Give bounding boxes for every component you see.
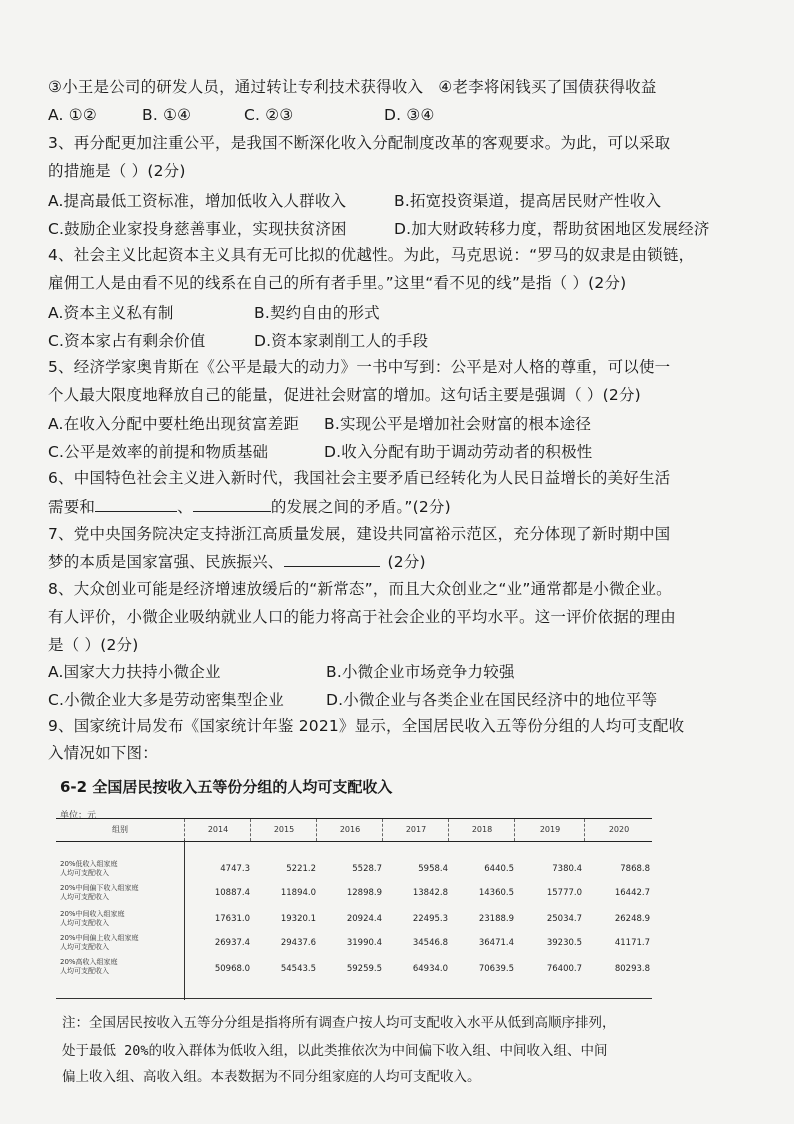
row-label: 20%高收入组家庭 人均可支配收入 [60,958,118,975]
header-year: 2018 [448,819,515,841]
row-label: 20%中间收入组家庭 人均可支配收入 [60,910,125,927]
table-vertical-rule [184,840,185,1000]
q4-stem-line1: 4、社会主义比起资本主义具有无可比拟的优越性。为此，马克思说：“罗马的奴隶是由锁链， [48,246,695,264]
table-cell: 59259.5 [346,964,382,974]
table-cell: 29437.6 [280,938,316,948]
table-cell: 26937.4 [214,938,250,948]
q8-option-a: A.国家大力扶持小微企业 [48,663,221,681]
q2-option-b: B. ①④ [142,106,192,124]
table-cell: 13842.8 [412,888,448,898]
table-bottom-rule [56,998,652,999]
q8-option-b: B.小微企业市场竞争力较强 [326,663,515,681]
q2-options [48,104,764,126]
table-cell: 36471.4 [478,938,514,948]
table-cell: 76400.7 [546,964,582,974]
table-cell: 17631.0 [214,914,250,924]
q3-option-c: C.鼓励企业家投身慈善事业，实现扶贫济困 [48,220,347,238]
header-year: 2014 [184,819,251,841]
q7-text-b: (2分) [387,553,426,571]
header-corner: 组别 [112,825,128,834]
q2-item-3: ③小王是公司的研发人员，通过转让专利技术获得收入 [48,78,424,96]
q3-options-row1 [48,190,764,212]
header-year: 2019 [514,819,585,841]
q4-options-row2 [48,330,764,352]
q5-options-row2 [48,441,764,463]
table-cell: 34546.8 [412,938,448,948]
q8-options-row2 [48,689,764,711]
table-cell: 80293.8 [614,964,650,974]
header-year: 2016 [316,819,383,841]
note-line3: 偏上收入组、高收入组。本表数据为不同分组家庭的人均可支配收入。 [62,1069,481,1085]
table-cell: 23188.9 [478,914,514,924]
table-cell: 6440.5 [484,864,514,874]
row-label: 20%低收入组家庭 人均可支配收入 [60,860,118,877]
table-cell: 11894.0 [280,888,316,898]
table-cell: 26248.9 [614,914,650,924]
note-line2: 处于最低 20%的收入群体为低收入组，以此类推依次为中间偏下收入组、中间收入组、中间 [62,1043,608,1059]
header-year: 2015 [250,819,317,841]
q7-blank[interactable] [284,550,380,567]
q6-text-a: 需要和 [48,498,96,516]
row-label: 20%中间偏下收入组家庭 人均可支配收入 [60,884,139,901]
q2-option-d: D. ③④ [384,106,435,124]
q8-options-row1 [48,661,764,683]
table-cell: 5958.4 [418,864,448,874]
table-cell: 25034.7 [546,914,582,924]
q5-options-row1 [48,413,764,435]
q8-stem-line2: 有人评价，小微企业吸纳就业人口的能力将高于社会企业的平均水平。这一评价依据的理由 [48,608,677,626]
q6-blank-1[interactable] [95,495,177,512]
table-cell: 39230.5 [546,938,582,948]
q2-option-c: C. ②③ [244,106,294,124]
q3-stem-line2: 的措施是（ ）(2分) [48,162,186,180]
q7-stem-line1: 7、党中央国务院决定支持浙江高质量发展，建设共同富裕示范区，充分体现了新时期中国 [48,525,671,543]
table-cell: 7380.4 [552,864,582,874]
q4-option-d: D.资本家剥削工人的手段 [254,332,429,350]
row-label: 20%中间偏上收入组家庭 人均可支配收入 [60,934,139,951]
table-cell: 5528.7 [352,864,382,874]
q2-option-a: A. ①② [48,106,97,124]
q7-text-a: 梦的本质是国家富强、民族振兴、 [48,553,284,571]
note-line1: 注：全国居民按收入五等分分组是指将所有调查户按人均可支配收入水平从低到高顺序排列， [62,1015,616,1031]
table-cell: 14360.5 [478,888,514,898]
q5-option-b: B.实现公平是增加社会财富的根本途径 [324,415,592,433]
q5-stem-line2: 个人最大限度地释放自己的能量，促进社会财富的增加。这句话主要是强调（ ）(2分) [48,386,641,404]
table-cell: 41171.7 [614,938,650,948]
q5-stem-line1: 5、经济学家奥肯斯在《公平是最大的动力》一书中写到：公平是对人格的尊重，可以使一 [48,358,671,376]
table-cell: 12898.9 [346,888,382,898]
table-cell: 16442.7 [614,888,650,898]
table-cell: 22495.3 [412,914,448,924]
table-cell: 31990.4 [346,938,382,948]
q5-option-c: C.公平是效率的前提和物质基础 [48,443,269,461]
q7-stem-line2 [48,550,764,573]
q5-option-d: D.收入分配有助于调动劳动者的积极性 [324,443,593,461]
q4-stem-line2: 雇佣工人是由看不见的线系在自己的所有者手里。”这里“看不见的线”是指（ ）(2分) [48,274,627,292]
table-cell: 19320.1 [280,914,316,924]
q2-item-4: ④老李将闲钱买了国债获得收益 [438,78,657,96]
table-cell: 54543.5 [280,964,316,974]
income-table [56,818,652,998]
q6-text-c: 的发展之间的矛盾。”(2分) [270,498,451,516]
table-cell: 70639.5 [478,964,514,974]
table-cell: 7868.8 [620,864,650,874]
q3-option-a: A.提高最低工资标准，增加低收入人群收入 [48,192,347,210]
table-cell: 4747.3 [220,864,250,874]
q6-text-b: 、 [177,498,193,516]
q9-stem-line1: 9、国家统计局发布《国家统计年鉴 2021》显示，全国居民收入五等份分组的人均可支配收 [48,717,685,735]
q8-stem-line3: 是（ ）(2分) [48,636,139,654]
table-cell: 64934.0 [412,964,448,974]
q3-stem-line1: 3、再分配更加注重公平，是我国不断深化收入分配制度改革的客观要求。为此，可以采取 [48,134,671,152]
header-year: 2017 [382,819,449,841]
q2-items [48,76,764,98]
table-cell: 15777.0 [546,888,582,898]
q4-options-row1 [48,302,764,324]
q9-stem-line2: 入情况如下图： [48,744,158,762]
header-year: 2020 [584,819,653,841]
q4-option-b: B.契约自由的形式 [254,304,380,322]
q3-option-b: B.拓宽投资渠道，提高居民财产性收入 [394,192,662,210]
q3-option-d: D.加大财政转移力度，帮助贫困地区发展经济 [394,220,710,238]
q6-stem-line1: 6、中国特色社会主义进入新时代，我国社会主要矛盾已经转化为人民日益增长的美好生活 [48,469,671,487]
table-cell: 50968.0 [214,964,250,974]
q8-option-c: C.小微企业大多是劳动密集型企业 [48,691,284,709]
q8-option-d: D.小微企业与各类企业在国民经济中的地位平等 [326,691,658,709]
table-cell: 5221.2 [286,864,316,874]
q4-option-c: C.资本家占有剩余价值 [48,332,206,350]
q6-blank-2[interactable] [193,495,271,512]
q5-option-a: A.在收入分配中要杜绝出现贫富差距 [48,415,300,433]
q8-stem-line1: 8、大众创业可能是经济增速放缓后的“新常态”，而且大众创业之“业”通常都是小微企业。 [48,580,672,598]
q4-option-a: A.资本主义私有制 [48,304,174,322]
table-unit: 单位：元 [60,811,97,821]
q3-options-row2 [48,218,764,240]
table-caption: 6-2 全国居民按收入五等份分组的人均可支配收入 [60,778,393,796]
table-header [56,818,652,842]
q6-stem-line2 [48,495,764,518]
table-cell: 20924.4 [346,914,382,924]
table-cell: 10887.4 [214,888,250,898]
